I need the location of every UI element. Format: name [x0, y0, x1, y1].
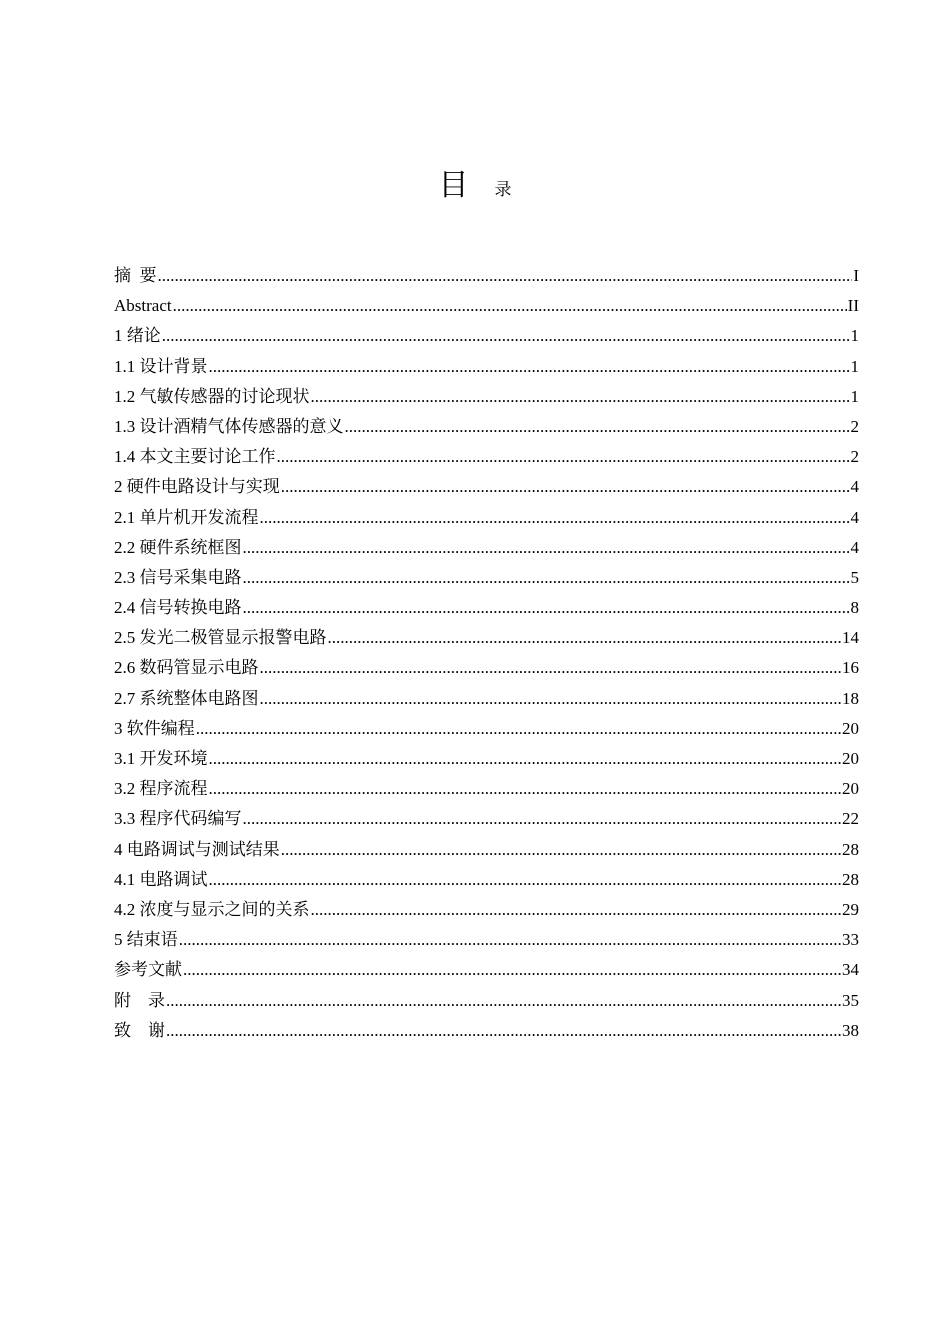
toc-entry-label: 4.2 浓度与显示之间的关系: [114, 899, 310, 919]
toc-entry[interactable]: [114, 1016, 859, 1046]
toc-dot-leader: [196, 714, 841, 744]
toc-entry[interactable]: [114, 563, 859, 593]
toc-entry-page-number: 18: [842, 688, 859, 708]
toc-entry[interactable]: [114, 623, 859, 653]
toc-entry-label: 附 录: [114, 990, 165, 1010]
toc-dot-leader: [328, 623, 842, 653]
toc-entry-page-number: 20: [842, 718, 859, 738]
toc-entry-label: 1.1 设计背景: [114, 356, 208, 376]
toc-entry[interactable]: [114, 533, 859, 563]
toc-dot-leader: [345, 412, 850, 442]
toc-entry[interactable]: [114, 382, 859, 412]
toc-entry-label: 1.2 气敏传感器的讨论现状: [114, 386, 310, 406]
toc-entry-page-number: 1: [850, 326, 859, 346]
toc-entry[interactable]: [114, 925, 859, 955]
toc-dot-leader: [281, 835, 841, 865]
toc-entry[interactable]: [114, 986, 859, 1016]
toc-dot-leader: [183, 955, 841, 985]
table-of-contents: [114, 261, 859, 1046]
toc-entry[interactable]: [114, 653, 859, 683]
toc-dot-leader: [209, 865, 842, 895]
toc-dot-leader: [277, 442, 850, 472]
toc-entry[interactable]: [114, 865, 859, 895]
toc-entry-label: 3 软件编程: [114, 718, 195, 738]
toc-entry[interactable]: [114, 804, 859, 834]
toc-dot-leader: [260, 503, 850, 533]
toc-entry-label: 4 电路调试与测试结果: [114, 839, 280, 859]
toc-entry-label: 2.6 数码管显示电路: [114, 658, 259, 678]
toc-dot-leader: [243, 533, 850, 563]
toc-entry-label: 摘 要: [114, 266, 157, 285]
toc-entry[interactable]: [114, 321, 859, 351]
toc-entry[interactable]: [114, 412, 859, 442]
toc-entry-page-number: 4: [850, 477, 859, 497]
toc-entry-label: 3.2 程序流程: [114, 779, 208, 799]
toc-entry-label: 2 硬件电路设计与实现: [114, 477, 280, 497]
page-title-main-char: 目: [438, 168, 469, 203]
toc-entry-page-number: 33: [842, 930, 859, 950]
toc-entry-page-number: I: [853, 266, 859, 285]
toc-entry-page-number: 22: [842, 809, 859, 829]
toc-dot-leader: [243, 563, 850, 593]
toc-entry-page-number: 20: [842, 749, 859, 768]
toc-entry-label: 1.4 本文主要讨论工作: [114, 447, 276, 467]
toc-entry-label: 4.1 电路调试: [114, 869, 208, 889]
toc-dot-leader: [311, 382, 850, 412]
toc-entry[interactable]: [114, 714, 859, 744]
toc-dot-leader: [209, 352, 850, 382]
toc-entry-label: 1.3 设计酒精气体传感器的意义: [114, 416, 344, 436]
toc-entry[interactable]: [114, 593, 859, 623]
toc-entry[interactable]: [114, 442, 859, 472]
toc-entry-page-number: 5: [850, 567, 859, 587]
toc-entry[interactable]: [114, 895, 859, 925]
toc-entry-page-number: 38: [842, 1020, 859, 1040]
toc-entry-page-number: 28: [842, 869, 859, 889]
toc-entry-page-number: II: [847, 296, 859, 316]
toc-entry-label: Abstract: [114, 296, 172, 316]
toc-entry-label: 2.7 系统整体电路图: [114, 688, 259, 708]
toc-entry-label: 1 绪论: [114, 326, 161, 346]
toc-entry-label: 5 结束语: [114, 930, 178, 950]
toc-entry[interactable]: [114, 503, 859, 533]
toc-entry-page-number: 14: [842, 628, 859, 648]
toc-entry[interactable]: [114, 774, 859, 804]
page-title-second-char: 录: [494, 180, 512, 199]
toc-entry-page-number: 4: [850, 507, 859, 527]
toc-entry-page-number: 35: [842, 990, 859, 1010]
toc-dot-leader: [209, 744, 842, 774]
toc-entry[interactable]: [114, 835, 859, 865]
toc-entry[interactable]: [114, 955, 859, 985]
toc-entry-page-number: 4: [850, 537, 859, 557]
toc-dot-leader: [260, 684, 842, 714]
toc-entry-label: 3.1 开发环境: [114, 749, 208, 768]
toc-entry[interactable]: [114, 291, 859, 321]
toc-dot-leader: [260, 653, 842, 683]
toc-entry-page-number: 29: [842, 899, 859, 919]
toc-dot-leader: [311, 895, 842, 925]
toc-entry-label: 2.1 单片机开发流程: [114, 507, 259, 527]
toc-entry-label: 2.5 发光二极管显示报警电路: [114, 628, 327, 648]
toc-dot-leader: [243, 804, 842, 834]
toc-entry-page-number: 34: [842, 960, 859, 980]
toc-entry-label: 2.2 硬件系统框图: [114, 537, 242, 557]
toc-entry-page-number: 2: [850, 447, 859, 467]
toc-entry[interactable]: [114, 472, 859, 502]
toc-entry-page-number: 1: [850, 386, 859, 406]
toc-dot-leader: [162, 321, 850, 351]
toc-entry[interactable]: [114, 684, 859, 714]
toc-entry-label: 致 谢: [114, 1020, 165, 1040]
toc-entry-page-number: 2: [850, 416, 859, 436]
toc-entry-page-number: 8: [850, 598, 859, 618]
toc-entry-page-number: 20: [842, 779, 859, 799]
toc-entry-label: 参考文献: [114, 960, 182, 980]
toc-dot-leader: [166, 1016, 841, 1046]
toc-entry-label: 2.4 信号转换电路: [114, 598, 242, 618]
toc-dot-leader: [166, 986, 841, 1016]
toc-entry[interactable]: [114, 352, 859, 382]
toc-dot-leader: [173, 291, 847, 321]
toc-dot-leader: [158, 261, 853, 291]
toc-entry-page-number: 1: [850, 356, 859, 376]
toc-entry-page-number: 16: [842, 658, 859, 678]
toc-dot-leader: [281, 472, 850, 502]
toc-entry[interactable]: [114, 744, 859, 774]
toc-entry[interactable]: [114, 261, 859, 291]
toc-entry-page-number: 28: [842, 839, 859, 859]
toc-entry-label: 2.3 信号采集电路: [114, 567, 242, 587]
toc-dot-leader: [243, 593, 850, 623]
toc-dot-leader: [179, 925, 841, 955]
toc-entry-label: 3.3 程序代码编写: [114, 809, 242, 829]
page-title: [0, 168, 950, 208]
toc-dot-leader: [209, 774, 842, 804]
